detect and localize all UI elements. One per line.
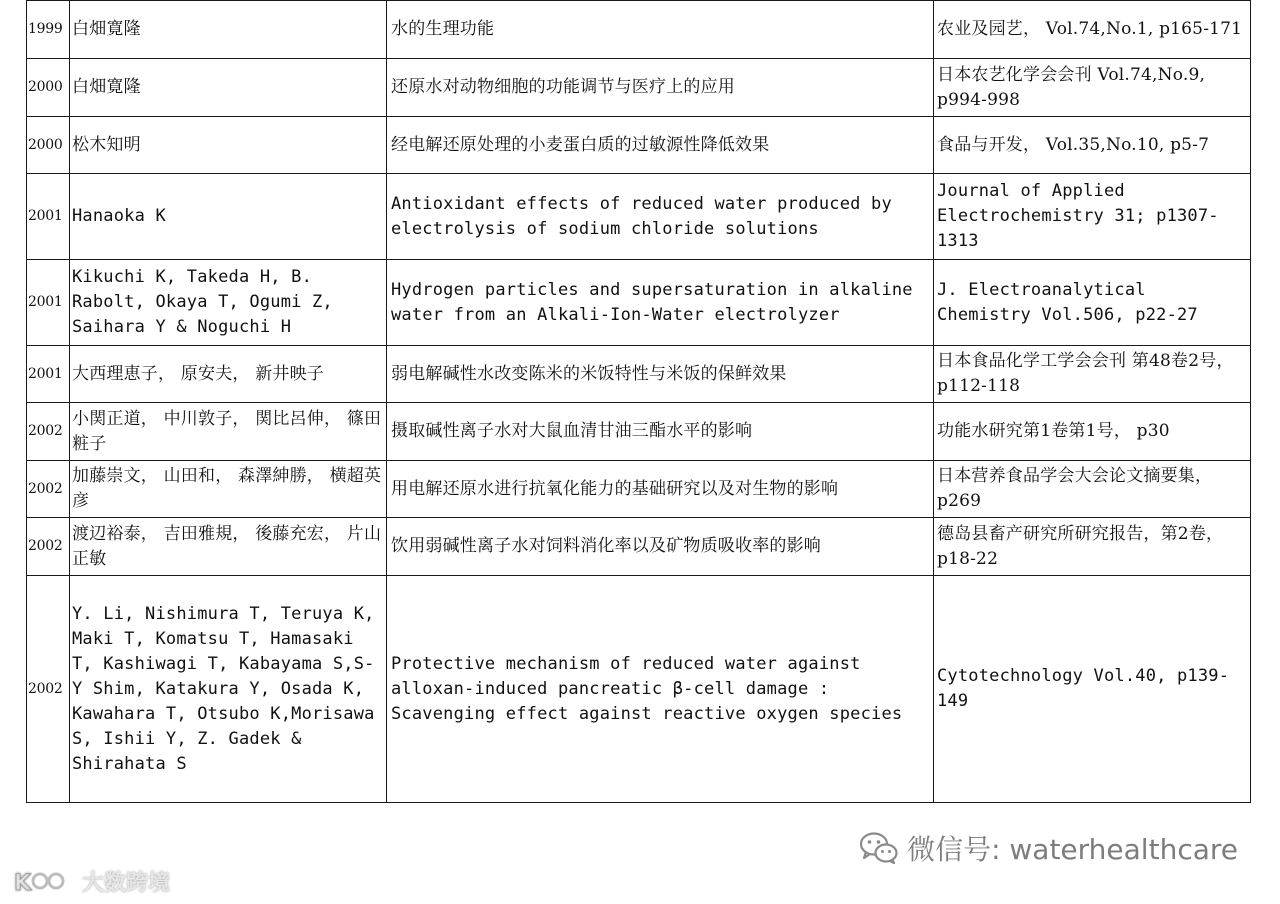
title-cell: Protective mechanism of reduced water against alloxan-induced pancreatic β-cell damage : Scavenging effect against reactive oxygen species: [387, 576, 934, 803]
title-cell: 还原水对动物细胞的功能调节与医疗上的应用: [387, 59, 934, 117]
author-cell: Y. Li, Nishimura T, Teruya K, Maki T, Komatsu T, Hamasaki T, Kashiwagi T, Kabayama S,S-Y Shim, Katakura Y, Osada K, Kawahara T, Otsubo K,Morisawa S, Ishii Y, Z. Gadek & Shirahata S: [70, 576, 387, 803]
table-body: [27, 1, 1251, 803]
author-cell: 渡辺裕泰， 吉田雅規， 後藤充宏， 片山正敏: [70, 518, 387, 576]
table-row: [27, 403, 1251, 461]
corner-brand-text: 大数跨境: [82, 871, 171, 896]
year-cell: 2002: [27, 518, 70, 576]
source-cell: 日本营养食品学会大会论文摘要集， p269: [934, 461, 1251, 518]
brand-logo-icon: [12, 868, 76, 896]
year-cell: 2000: [27, 117, 70, 174]
source-cell: 德岛县畜产研究所研究报告，第2卷，p18-22: [934, 518, 1251, 576]
title-cell: 弱电解碱性水改变陈米的米饭特性与米饭的保鲜效果: [387, 346, 934, 403]
author-cell: 大西理恵子， 原安夫， 新井映子: [70, 346, 387, 403]
wechat-id-text: 微信号: waterhealthcare: [907, 833, 1238, 866]
year-cell: 1999: [27, 1, 70, 59]
source-cell: 食品与开发， Vol.35,No.10, p5-7: [934, 117, 1251, 174]
table-row: [27, 461, 1251, 518]
source-cell: 功能水研究第1卷第1号， p30: [934, 403, 1251, 461]
year-cell: 2000: [27, 59, 70, 117]
title-cell: 用电解还原水进行抗氧化能力的基础研究以及对生物的影响: [387, 461, 934, 518]
year-cell: 2001: [27, 260, 70, 346]
table-row: [27, 576, 1251, 803]
author-cell: Hanaoka K: [70, 174, 387, 260]
source-cell: 日本农艺化学会会刊 Vol.74,No.9, p994-998: [934, 59, 1251, 117]
source-cell: 农业及园艺， Vol.74,No.1, p165-171: [934, 1, 1251, 59]
reference-table: [26, 0, 1251, 803]
table-row: [27, 518, 1251, 576]
author-cell: 白畑寛隆: [70, 1, 387, 59]
title-cell: 水的生理功能: [387, 1, 934, 59]
author-cell: 松木知明: [70, 117, 387, 174]
wechat-watermark: [859, 828, 1238, 868]
year-cell: 2001: [27, 346, 70, 403]
title-cell: Antioxidant effects of reduced water produced by electrolysis of sodium chloride solutions: [387, 174, 934, 260]
table-row: [27, 174, 1251, 260]
corner-watermark: [12, 866, 170, 897]
title-cell: 经电解还原处理的小麦蛋白质的过敏源性降低效果: [387, 117, 934, 174]
author-cell: 白畑寛隆: [70, 59, 387, 117]
author-cell: Kikuchi K, Takeda H, B. Rabolt, Okaya T, Ogumi Z, Saihara Y & Noguchi H: [70, 260, 387, 346]
title-cell: 摄取碱性离子水对大鼠血清甘油三酯水平的影响: [387, 403, 934, 461]
author-cell: 小関正道， 中川敦子， 関比呂伸， 篠田粧子: [70, 403, 387, 461]
svg-text:K: K: [14, 870, 32, 896]
year-cell: 2002: [27, 461, 70, 518]
table-row: [27, 59, 1251, 117]
wechat-icon: [859, 831, 899, 865]
source-cell: J. Electroanalytical Chemistry Vol.506, p22-27: [934, 260, 1251, 346]
source-cell: 日本食品化学工学会会刊 第48卷2号， p112-118: [934, 346, 1251, 403]
source-cell: Journal of Applied Electrochemistry 31; p1307-1313: [934, 174, 1251, 260]
title-cell: 饮用弱碱性离子水对饲料消化率以及矿物质吸收率的影响: [387, 518, 934, 576]
source-cell: Cytotechnology Vol.40, p139-149: [934, 576, 1251, 803]
author-cell: 加藤崇文， 山田和， 森澤紳勝， 横超英彦: [70, 461, 387, 518]
year-cell: 2002: [27, 576, 70, 803]
table-row: [27, 346, 1251, 403]
table-row: [27, 1, 1251, 59]
year-cell: 2002: [27, 403, 70, 461]
year-cell: 2001: [27, 174, 70, 260]
table-row: [27, 260, 1251, 346]
title-cell: Hydrogen particles and supersaturation in alkaline water from an Alkali-Ion-Water electrolyzer: [387, 260, 934, 346]
table-row: [27, 117, 1251, 174]
